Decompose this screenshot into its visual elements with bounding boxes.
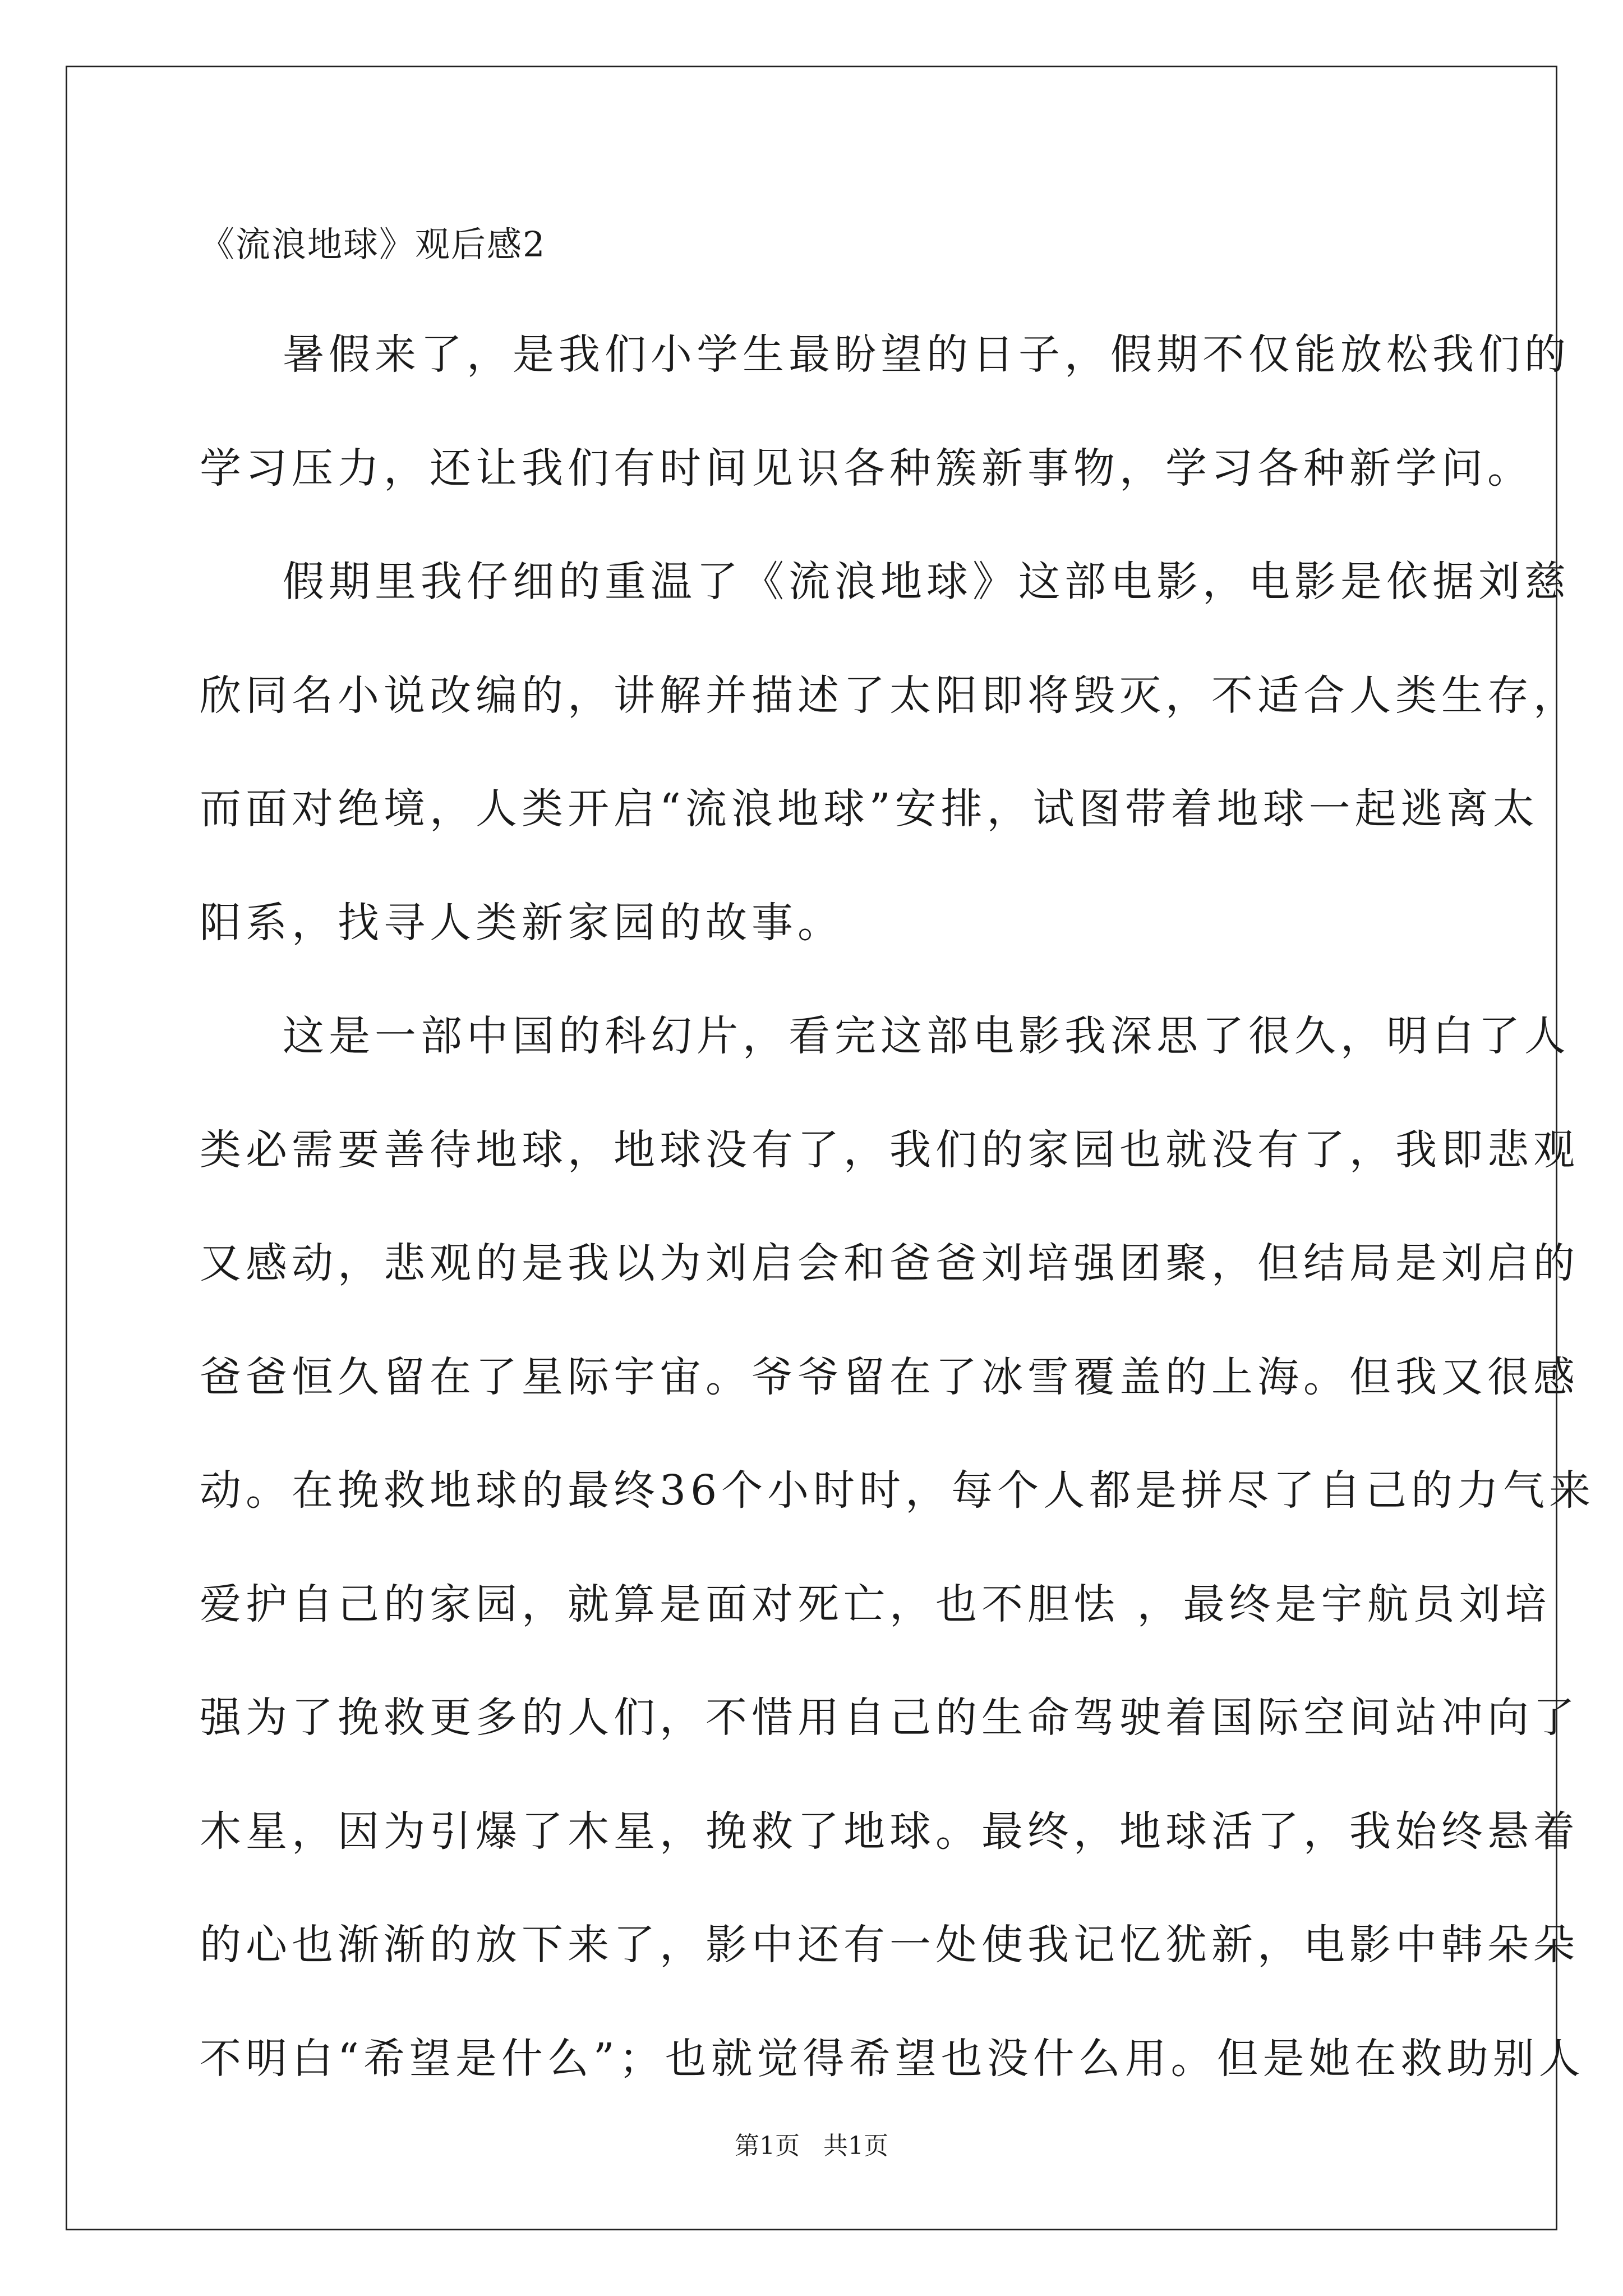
paragraph-3-line-9: 的心也渐渐的放下来了，影中还有一处使我记忆犹新，电影中韩朵朵 — [200, 1921, 1579, 1969]
paragraph-3-line-8: 木星，因为引爆了木星，挽救了地球。最终，地球活了，我始终悬着 — [200, 1807, 1579, 1856]
document-body — [200, 321, 1596, 2138]
paragraph-1-line-2: 学习压力，还让我们有时间见识各种簇新事物，学习各种新学问。 — [200, 444, 1533, 493]
page-number-footer: 第1页 共1页 — [735, 2132, 888, 2160]
paragraph-2-line-2: 欣同名小说改编的，讲解并描述了太阳即将毁灭，不适合人类生存， — [200, 671, 1579, 720]
paragraph-3-line-10: 不明白“希望是什么”；也就觉得希望也没什么用。但是她在救助别人 — [200, 2034, 1585, 2083]
paragraph-3-line-5: 动。在挽救地球的最终36个小时时，每个人都是拼尽了自己的力气来 — [200, 1466, 1596, 1515]
paragraph-2-line-1: 假期里我仔细的重温了《流浪地球》这部电影，电影是依据刘慈 — [283, 558, 1570, 606]
paragraph-2-line-3: 而面对绝境，人类开启“流浪地球”安排，试图带着地球一起逃离太 — [200, 785, 1539, 833]
paragraph-3-line-2: 类必需要善待地球，地球没有了，我们的家园也就没有了，我即悲观 — [200, 1125, 1579, 1174]
paragraph-3-line-4: 爸爸恒久留在了星际宇宙。爷爷留在了冰雪覆盖的上海。但我又很感 — [200, 1352, 1579, 1401]
paragraph-3-line-3: 又感动，悲观的是我以为刘启会和爸爸刘培强团聚，但结局是刘启的 — [200, 1239, 1579, 1287]
paragraph-3-line-7: 强为了挽救更多的人们，不惜用自己的生命驾驶着国际空间站冲向了 — [200, 1694, 1579, 1742]
paragraph-2-line-4: 阳系，找寻人类新家园的故事。 — [200, 898, 843, 947]
paragraph-3-line-1: 这是一部中国的科幻片，看完这部电影我深思了很久，明白了人 — [283, 1012, 1570, 1060]
paragraph-3-line-6: 爱护自己的家园，就算是面对死亡，也不胆怯 ，最终是宇航员刘培 — [200, 1580, 1551, 1628]
document-title: 《流浪地球》观后感2 — [200, 224, 546, 265]
paragraph-1-line-1: 暑假来了，是我们小学生最盼望的日子，假期不仅能放松我们的 — [283, 330, 1570, 379]
